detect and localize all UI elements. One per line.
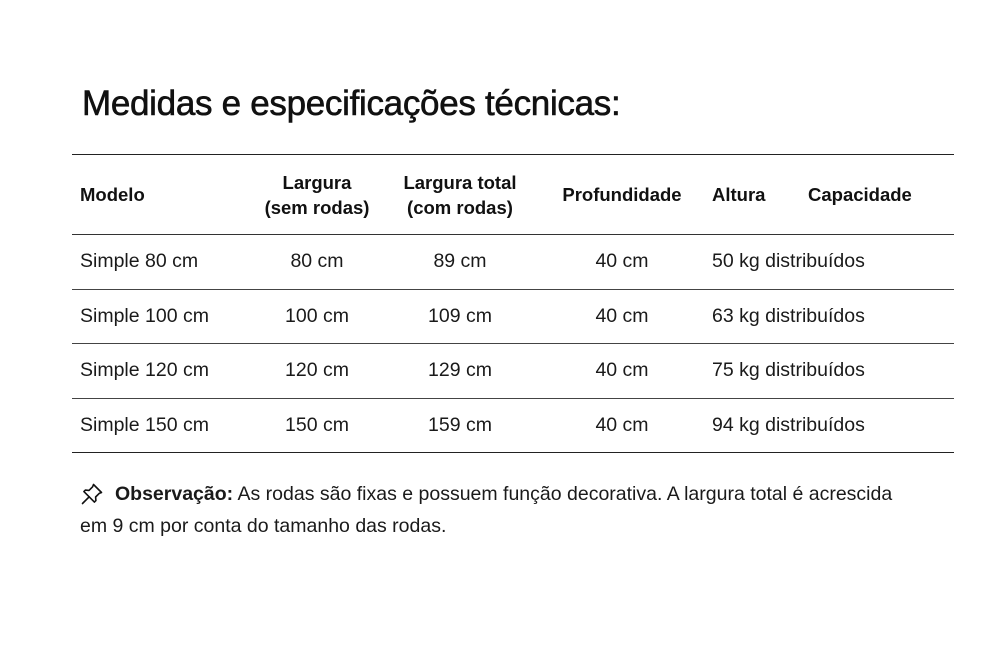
cell-modelo: Simple 100 cm: [80, 304, 209, 327]
cell-modelo: Simple 80 cm: [80, 250, 199, 273]
table-body: [72, 235, 954, 453]
cell-profundidade: 40 cm: [595, 250, 649, 273]
header-largura-line1: Largura: [282, 171, 352, 193]
table-header: [72, 155, 954, 235]
cell-modelo: Simple 150 cm: [80, 413, 209, 436]
cell-profundidade: 40 cm: [595, 359, 649, 382]
cell-largura: 120 cm: [285, 359, 349, 382]
cell-capacidade: 63 kg distribuídos: [712, 304, 865, 327]
note-label: Observação:: [115, 483, 234, 505]
note-text: [80, 478, 900, 542]
page-title: Medidas e especificações técnicas:: [82, 84, 621, 123]
header-profundidade: Profundidade: [562, 184, 682, 205]
header-largura-total-line2: (com rodas): [407, 196, 513, 218]
cell-largura: 150 cm: [285, 413, 349, 436]
cell-capacidade: 94 kg distribuídos: [712, 413, 865, 436]
cell-largura: 100 cm: [285, 304, 349, 327]
cell-capacidade: 50 kg distribuídos: [712, 250, 865, 273]
cell-capacidade: 75 kg distribuídos: [712, 359, 865, 382]
header-largura-total-line1: Largura total: [403, 171, 517, 193]
cell-modelo: Simple 120 cm: [80, 359, 209, 382]
note-body: As rodas são fixas e possuem função decorativa. A largura total é acrescida em 9 cm por conta do tamanho das rodas.: [80, 483, 893, 537]
cell-largura-total: 109 cm: [428, 304, 492, 327]
header-row: [72, 155, 954, 235]
table-row: [72, 235, 954, 290]
header-modelo: Modelo: [80, 184, 145, 205]
cell-largura-total: 129 cm: [428, 359, 492, 382]
specifications-table: [72, 154, 954, 453]
table-row: [72, 344, 954, 399]
cell-largura: 80 cm: [290, 250, 344, 273]
cell-profundidade: 40 cm: [595, 304, 649, 327]
header-largura: [248, 155, 386, 235]
header-largura-line2: (sem rodas): [264, 196, 370, 218]
cell-profundidade: 40 cm: [595, 413, 649, 436]
header-largura-total: [386, 155, 534, 235]
cell-largura-total: 159 cm: [428, 413, 492, 436]
pushpin-icon: [80, 482, 104, 506]
observation-note: [80, 478, 900, 542]
header-altura: Altura: [712, 184, 766, 205]
table-row: [72, 398, 954, 453]
header-capacidade: Capacidade: [808, 184, 912, 205]
table-row: [72, 289, 954, 344]
cell-largura-total: 89 cm: [433, 250, 487, 273]
